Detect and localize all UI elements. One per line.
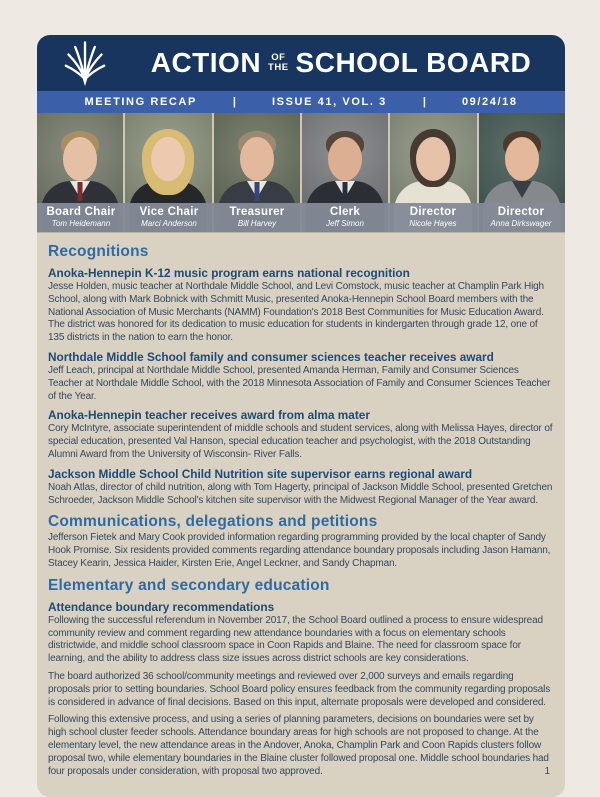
separator: | xyxy=(422,96,426,108)
member-name: Jeff Simon xyxy=(326,219,364,228)
member-label xyxy=(213,203,301,232)
member-label xyxy=(125,203,213,232)
newsletter-page xyxy=(37,35,565,797)
member-title: Clerk xyxy=(329,206,361,218)
date-label: 09/24/18 xyxy=(461,96,518,108)
issue-label: ISSUE 41, VOL. 3 xyxy=(272,96,387,108)
board-member-label-bar xyxy=(37,203,565,233)
meeting-info-bar xyxy=(37,91,565,113)
section-heading-recognitions: Recognitions xyxy=(48,243,149,260)
article-subheading: Northdale Middle School family and consumer sciences teacher receives award xyxy=(48,349,494,364)
member-title: Treasurer xyxy=(229,206,285,218)
article-subheading: Anoka-Hennepin K-12 music program earns national recognition xyxy=(48,266,410,280)
section-heading-education: Elementary and secondary education xyxy=(48,576,330,594)
board-member-photo-strip xyxy=(37,113,565,233)
member-name: Tom Heidemann xyxy=(51,219,111,228)
section-heading-communications: Communications, delegations and petitions xyxy=(48,513,378,531)
masthead xyxy=(37,35,565,91)
member-title: Vice Chair xyxy=(139,206,199,218)
member-title: Director xyxy=(497,206,545,218)
article-subheading: Jackson Middle School Child Nutrition site supervisor earns regional award xyxy=(48,466,473,481)
article-body: Following this extensive process, and using a series of planning parameters, decisions on boundaries were set by high school cluster feeder schools. Attendance boundary areas for high schools are not proposed to change. At the elementary level, the new attendance areas in the Andover, Anoka, Champlin Park and Coon Rapids clusters follow proposal two, while elementary boundaries in the Blaine cluster followed proposal one. Middle school boundaries had four proposals under consideration, with proposal two approved. xyxy=(48,714,549,777)
member-title: Board Chair xyxy=(46,206,116,218)
separator: | xyxy=(232,96,236,108)
member-name: Marci Anderson xyxy=(141,219,197,228)
member-label xyxy=(37,203,125,232)
district-plume-logo-icon xyxy=(37,38,133,88)
title-of-the: OF THE xyxy=(268,51,289,73)
page-number: 1 xyxy=(544,766,550,778)
newsletter-title xyxy=(133,47,565,79)
member-title: Director xyxy=(409,206,457,218)
article-body: Cory McIntyre, associate superintendent of middle schools and student services, along with Melissa Hayes, director of special education, presented Val Hanson, special education teacher and psychologist, with the 2018 Outstanding Alumni Award from the University of Wisconsin- River Falls. xyxy=(48,423,553,460)
article-body: Noah Atlas, director of child nutrition, along with Tom Hagerty, principal of Jackson Middle School, presented Gretchen Schroeder, Jackson Middle School's kitchen site supervisor with the Midwest Regional Manager of the Year award. xyxy=(48,481,553,506)
article-body: Jesse Holden, music teacher at Northdale Middle School, and Levi Comstock, music teacher at Champlin Park High School, along with Mark Bobnick with Schmitt Music, presented Anoka-Hennepin School Board members with the National Association of Music Merchants (NAMM) Foundation's 2018 Best Communities for Music Education Award. The district was honored for its dedication to music education for students in kindergarten through grade 12, one of 135 districts in the nation to earn the honor. xyxy=(48,281,544,344)
article-subheading: Anoka-Hennepin teacher receives award from alma mater xyxy=(48,408,370,423)
newsletter-body xyxy=(37,233,565,797)
title-action: ACTION xyxy=(150,47,262,78)
member-label xyxy=(301,203,389,232)
article-body: The board authorized 36 school/community meetings and reviewed over 2,000 surveys and emails regarding proposals prior to setting boundaries. School Board policy ensures feedback from the community regarding proposals is considered in advance of final decisions. Based on this input, alternate proposals were developed and considered. xyxy=(48,670,551,708)
member-name: Nicole Hayes xyxy=(409,219,457,228)
article-body: Jefferson Fietek and Mary Cook provided information regarding programming provided by the local chapter of Sandy Hook Promise. Six residents provided comments regarding attendance boundary proposals including Jason Hamann, Stacey Kearin, Jessica Haider, Kirsten Erie, Angel Leckner, and Sandy Chapman. xyxy=(48,532,551,569)
member-label xyxy=(389,203,477,232)
member-label xyxy=(477,203,565,232)
article-body: Following the successful referendum in November 2017, the School Board outlined a process to ensure widespread community review and comment regarding new attendance boundaries with a focus on elementary schools districtwide, and middle school classroom space in Coon Rapids and Blaine. The need for classroom space for learning, and the ability to address class size issues across district schools are key considerations. xyxy=(48,614,543,665)
meeting-recap-label: MEETING RECAP xyxy=(84,96,197,108)
member-name: Anna Dirkswager xyxy=(490,219,552,228)
title-school-board: SCHOOL BOARD xyxy=(295,47,532,78)
article-body: Jeff Leach, principal at Northdale Middle School, presented Amanda Herman, Family and Consumer Sciences Teacher at Northdale Middle School, with the 2018 Minnesota Association of Family and Consumer Sciences Teacher of the Year. xyxy=(48,364,551,402)
member-name: Bill Harvey xyxy=(237,219,277,228)
article-subheading: Attendance boundary recommendations xyxy=(48,599,275,614)
